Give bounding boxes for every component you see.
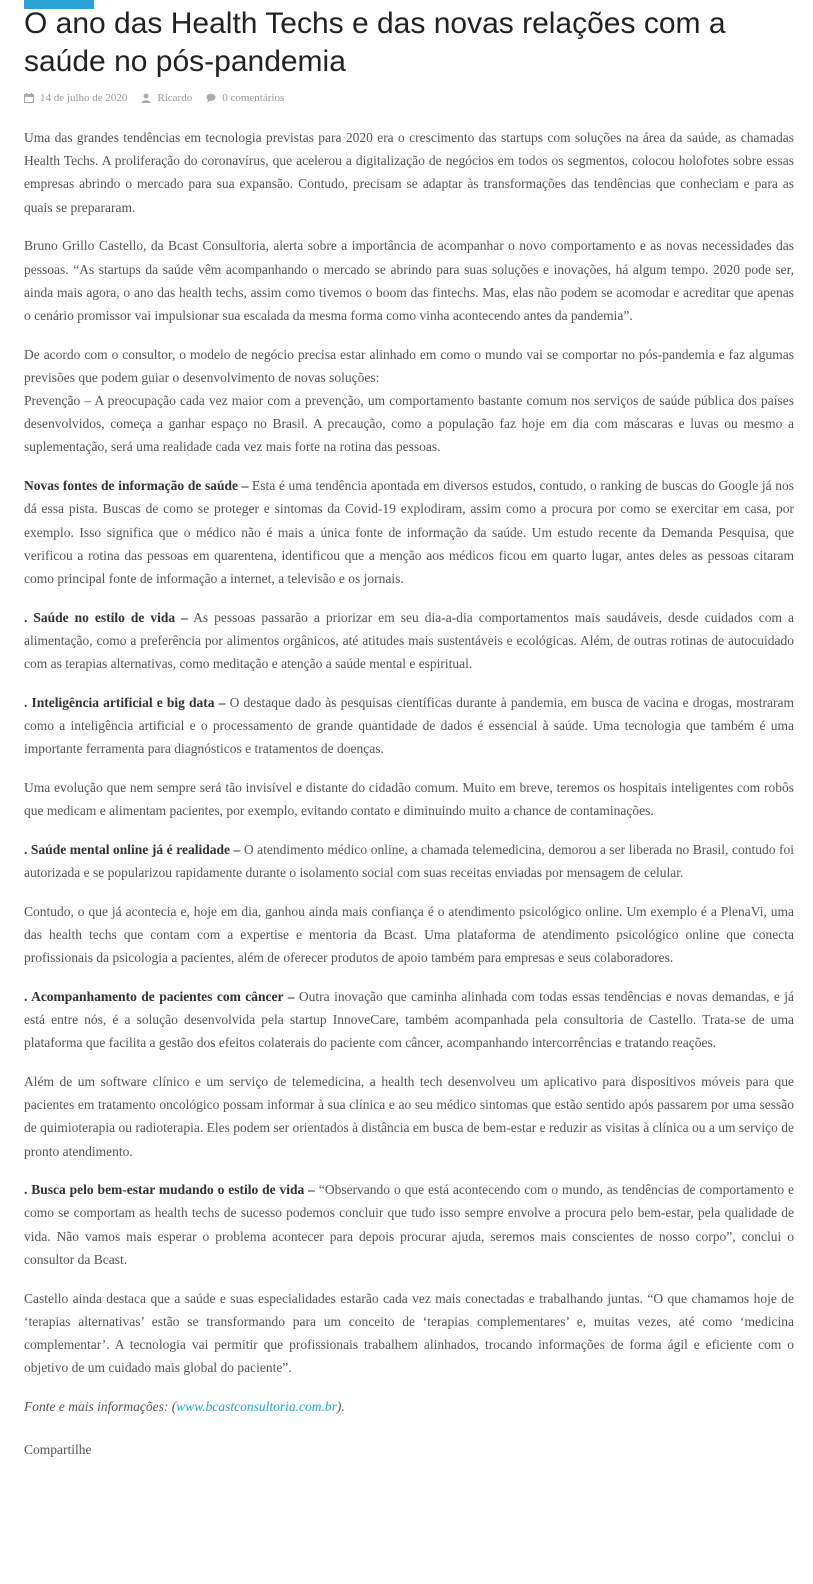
paragraph-12: . Busca pelo bem-estar mudando o estilo de vida – “Observando o que está acontecendo com o mundo, as tendências de comportamento e como se comportam as health techs de sucesso podemos concluir que tudo isso sempre envolve a procura pelo bem-estar, pela qualidade de vida. Não vamos mais esperar o problema acontecer para depois procurar ajuda, seremos mais conscientes de nosso corpo”, conclui o consultor da Bcast. [24,1182,794,1267]
article-meta [24,90,794,106]
article-body [24,126,794,1418]
paragraph-10: . Acompanhamento de pacientes com câncer – Outra inovação que caminha alinhada com todas essas tendências e novas demandas, e já está entre nós, é a solução desenvolvida pela startup InnoveCare, também acompanhada pela consultoria de Castello. Trata-se de uma plataforma que facilita a gestão dos efeitos colaterais do paciente com câncer, acompanhando intercorrências e tratando reações. [24,988,795,1051]
user-icon [141,93,151,103]
paragraph-11: Além de um software clínico e um serviço de telemedicina, a health tech desenvolveu um aplicativo para dispositivos móveis para que pacientes em tratamento oncológico possam informar à sua clínica e ao seu médico sintomas que estão sentido após passarem por uma sessão de quimioterapia ou radioterapia. Eles podem ser orientados à distância em busca de bem-estar e reduzir as visitas à clínica ou a um serviço de pronto atendimento. [24,1073,794,1159]
article-title: O ano das Health Techs e das novas relações com a saúde no pós-pandemia [24,7,726,78]
article [24,5,794,1460]
paragraph-13: Castello ainda destaca que a saúde e suas especialidades estarão cada vez mais conectadas e trabalhando juntas. “O que chamamos hoje de ‘terapias alternativas’ estão se transformando para um conceito de ‘terapias complementares’ e, muitas vezes, até como ‘medicina complementar’. A tecnologia vai permitir que profissionais trabalhem alinhados, trocando informações de forma ágil e eficiente com o objetivo de um cuidado mais global do paciente”. [24,1290,794,1376]
paragraph-8: . Saúde mental online já é realidade – O atendimento médico online, a chamada telemedicina, demorou a ser liberada no Brasil, contudo foi autorizada e se popularizou rapidamente durante o isolamento social com suas receitas enviadas por mensagem de celular. [24,841,795,880]
paragraph-7: Uma evolução que nem sempre será tão invisível e distante do cidadão comum. Muito em breve, teremos os hospitais inteligentes com robôs que medicam e alimentam pacientes, por exemplo, evitando contato e diminuindo muito a chance de contaminações. [24,779,794,819]
calendar-icon [24,93,34,103]
paragraph-2: Bruno Grillo Castello, da Bcast Consultoria, alerta sobre a importância de acompanhar o novo comportamento e as novas necessidades das pessoas. “As startups da saúde vêm acompanhando o mercado se abrindo para suas soluções e inovações, há algum tempo. 2020 pode ser, ainda mais agora, o ano das health techs, assim como tivemos o boom das fintechs. Mas, elas não podem se acomodar e acreditar que apenas o cenário promissor vai impulsionar sua escalada da mesma forma como vinha acontecendo antes da pandemia”. [24,238,794,323]
post-comments[interactable]: 0 comentários [222,92,285,104]
post-date[interactable]: 14 de julho de 2020 [40,92,128,104]
share-heading: Compartilhe [24,1442,92,1458]
paragraph-4: Novas fontes de informação de saúde – Esta é uma tendência apontada em diversos estudos, contudo, o ranking de buscas do Google já nos dá essa pista. Buscas de como se proteger e sintomas da Covid-19 explodiram, assim como a procura por como se exercitar em casa, por exemplo. Isso significa que o médico não é mais a única fonte de informação da saúde. Um estudo recente da Demanda Pesquisa, que verificou a rotina das pessoas em quarentena, identificou que a menção aos médicos ficou em quarto lugar, antes deles as pessoas citaram como principal fonte de informação a internet, a televisão e os jornais. [24,478,794,586]
comment-icon [206,93,216,103]
paragraph-3: De acordo com o consultor, o modelo de negócio precisa estar alinhado em como o mundo vai se comportar no pós-pandemia e faz algumas previsões que podem guiar o desenvolvimento de novas soluções: Prevenção – A preocupação cada vez maior com a prevenção, um comportamento bastante comum nos serviços de saúde pública dos países desenvolvidos, começa a ganhar espaço no Brasil. A precaução, como a população faz hoje em dia com máscaras e luvas ou mesmo a suplementação, será uma realidade cada vez mais forte na rotina das pessoas. [24,346,794,455]
source-link[interactable]: www.bcastconsultoria.com.br [176,1398,337,1414]
paragraph-5: . Saúde no estilo de vida – As pessoas passarão a priorizar em seu dia-a-dia comportamentos mais saudáveis, desde cuidados com a alimentação, como a preferência por alimentos orgânicos, até atitudes mais sustentáveis e ecológicas. Além, de outras rotinas de autocuidado com as terapias alternativas, como meditação e atenção a saúde mental e espiritual. [24,609,794,672]
paragraph-1: Uma das grandes tendências em tecnologia previstas para 2020 era o crescimento das startups com soluções na área da saúde, as chamadas Health Techs. A proliferação do coronavírus, que acelerou a digitalização de negócios em todos os segmentos, colocou holofotes sobre essas empresas abrindo o mercado para sua expansão. Contudo, precisam se adaptar às transformações das tendências que conheciam e para as quais se prepararam. [24,130,794,215]
paragraph-6: . Inteligência artificial e big data – O destaque dado às pesquisas científicas durante à pandemia, em busca de vacina e drogas, mostraram como a inteligência artificial e o processamento de grande quantidade de dados é essencial à saúde. Uma tecnologia que também é uma importante ferramenta para diagnósticos e tratamentos de doenças. [24,694,794,757]
post-author[interactable]: Ricardo [157,92,193,104]
source-line: Fonte e mais informações: (www.bcastconsultoria.com.br). [24,1398,345,1414]
paragraph-9: Contudo, o que já acontecia e, hoje em dia, ganhou ainda mais confiança é o atendimento psicológico online. Um exemplo é a PlenaVi, uma das health techs que contam com a expertise e mentoria da Bcast. Uma plataforma de atendimento psicológico online que conecta profissionais da psicologia a pacientes, além de oferecer produtos de apoio também para empresas e seus colaboradores. [24,903,794,966]
